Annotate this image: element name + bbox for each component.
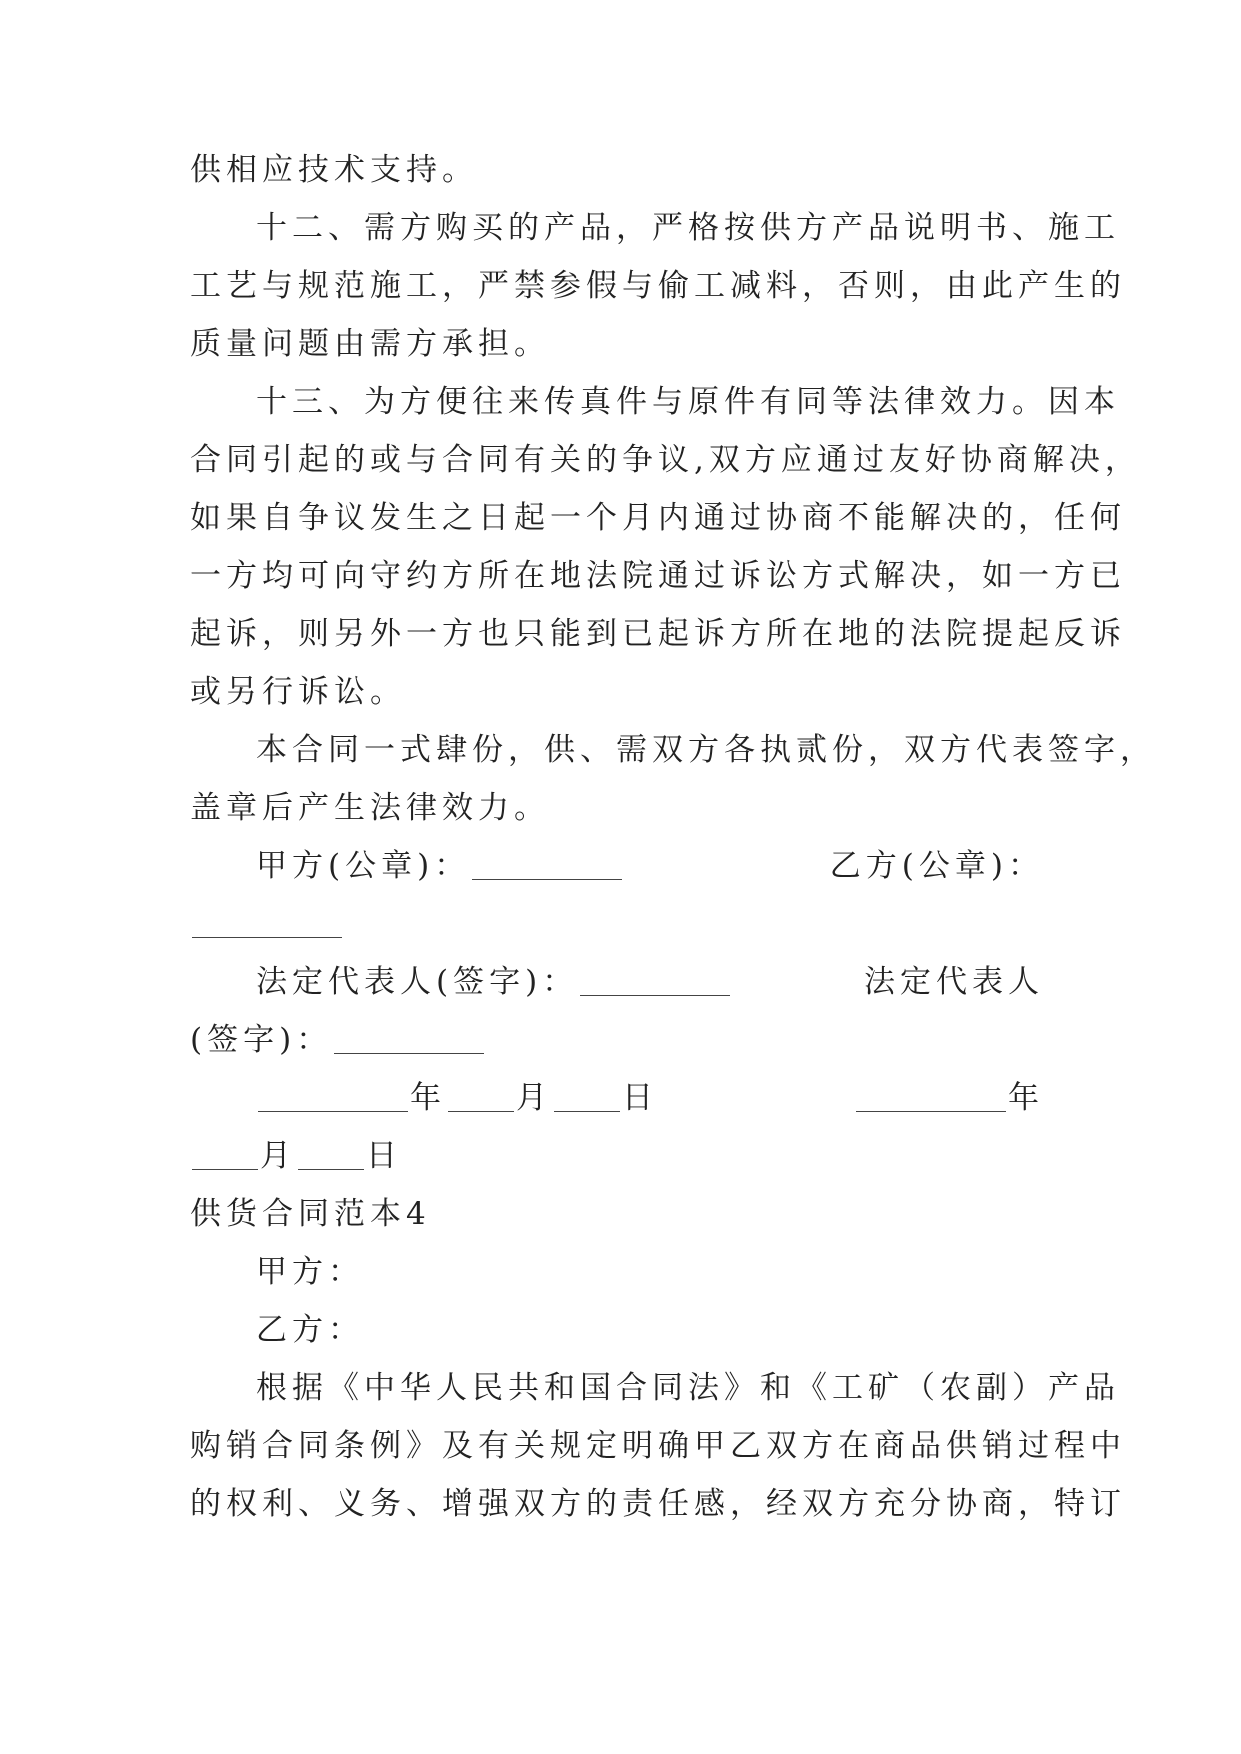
rep-a-blank: [580, 994, 730, 996]
section-party-a: 甲方：: [256, 1254, 364, 1290]
date-b-month-blank: [192, 1168, 258, 1170]
rep-a-label: 法定代表人(签字)：: [256, 964, 579, 1000]
date-a-year-blank: [258, 1110, 408, 1112]
section-body-line: 的权利、义务、增强双方的责任感，经双方充分协商，特订: [190, 1486, 1126, 1522]
date-a-day-label: 日: [622, 1080, 658, 1116]
clause-13-line: 十三、为方便往来传真件与原件有同等法律效力。因本: [256, 384, 1120, 420]
date-a-month-label: 月: [516, 1080, 552, 1116]
date-a-month-blank: [448, 1110, 514, 1112]
copies-line: 本合同一式肆份，供、需双方各执贰份，双方代表签字，: [256, 732, 1156, 768]
date-b-day-label: 日: [366, 1138, 402, 1174]
section-body-line: 根据《中华人民共和国合同法》和《工矿（农副）产品: [256, 1370, 1120, 1406]
party-a-seal-row: [256, 846, 624, 886]
party-b-seal-blank: [192, 936, 342, 938]
rep-b-row: [190, 1020, 486, 1060]
party-b-seal-row: [190, 904, 344, 944]
body-line: 如果自争议发生之日起一个月内通过协商不能解决的，任何: [190, 500, 1126, 536]
date-a-row: [256, 1078, 658, 1118]
rep-b-blank: [334, 1052, 484, 1054]
party-a-seal-blank: [472, 878, 622, 880]
body-line: 或另行诉讼。: [190, 674, 406, 710]
section-party-b: 乙方：: [256, 1312, 364, 1348]
body-line: 质量问题由需方承担。: [190, 326, 550, 362]
date-b-month-label: 月: [260, 1138, 296, 1174]
section-body-line: 购销合同条例》及有关规定明确甲乙双方在商品供销过程中: [190, 1428, 1126, 1464]
rep-b-label: 法定代表人: [864, 964, 1044, 1000]
body-line: 一方均可向守约方所在地法院通过诉讼方式解决，如一方已: [190, 558, 1126, 594]
date-b-day-blank: [298, 1168, 364, 1170]
rep-b-label-cont: (签字)：: [190, 1022, 333, 1058]
date-b-year-blank: [856, 1110, 1006, 1112]
party-a-seal-label: 甲方(公章)：: [256, 848, 471, 884]
body-line: 起诉，则另外一方也只能到已起诉方所在地的法院提起反诉: [190, 616, 1126, 652]
date-b-row: [190, 1136, 402, 1176]
body-line: 工艺与规范施工，严禁参假与偷工减料，否则，由此产生的: [190, 268, 1126, 304]
clause-12-line: 十二、需方购买的产品，严格按供方产品说明书、施工: [256, 210, 1120, 246]
body-line: 盖章后产生法律效力。: [190, 790, 550, 826]
date-a-year-label: 年: [410, 1080, 446, 1116]
party-b-seal-label: 乙方(公章)：: [829, 848, 1044, 884]
body-line: 合同引起的或与合同有关的争议,双方应通过友好协商解决，: [190, 442, 1141, 478]
body-line: 供相应技术支持。: [190, 152, 478, 188]
date-b-year-label: 年: [1008, 1080, 1044, 1116]
rep-a-row: [256, 962, 732, 1002]
section-heading: 供货合同范本4: [190, 1196, 431, 1232]
date-b-year-row: [854, 1078, 1044, 1118]
date-a-day-blank: [554, 1110, 620, 1112]
